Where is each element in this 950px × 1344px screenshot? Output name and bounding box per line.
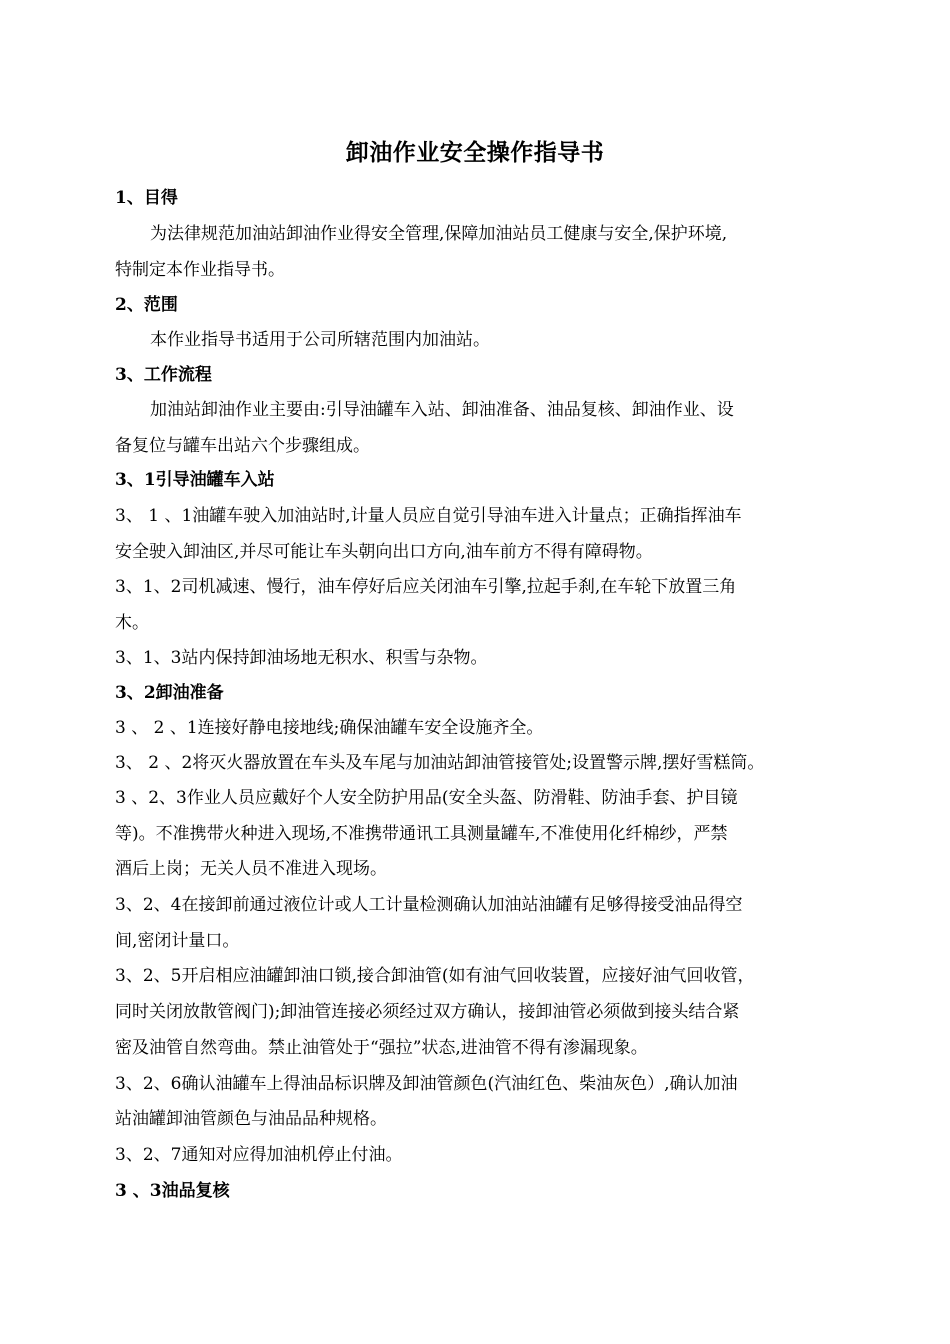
body-text-line: 为法律规范加油站卸油作业得安全管理,保障加油站员工健康与安全,保护环境, [150, 224, 728, 244]
body-text-line: 间,密闭计量口。 [115, 931, 240, 951]
body-text-line: 3、2、4在接卸前通过液位计或人工计量检测确认加油站油罐有足够得接受油品得空 [115, 895, 743, 915]
body-text-line: 特制定本作业指导书。 [115, 260, 285, 280]
body-text-line: 酒后上岗；无关人员不准进入现场。 [115, 859, 387, 879]
body-text-line: 3、2、7通知对应得加油机停止付油。 [115, 1145, 403, 1165]
section-heading: 3、1引导油罐车入站 [115, 470, 275, 490]
body-text-line: 3 、2、3作业人员应戴好个人安全防护用品(安全头盔、防滑鞋、防油手套、护目镜 [115, 788, 738, 808]
section-heading: 3、2卸油准备 [115, 683, 224, 703]
section-heading: 2、范围 [115, 295, 178, 315]
body-text-line: 站油罐卸油管颜色与油品品种规格。 [115, 1109, 387, 1129]
section-heading: 1、目得 [115, 188, 178, 208]
body-text-line: 3、 1 、1油罐车驶入加油站时,计量人员应自觉引导油车进入计量点；正确指挥油车 [115, 506, 742, 526]
body-text-line: 3、1、2司机减速、慢行，油车停好后应关闭油车引擎,拉起手刹,在车轮下放置三角 [115, 577, 737, 597]
body-text-line: 本作业指导书适用于公司所辖范围内加油站。 [150, 330, 490, 350]
page-title: 卸油作业安全操作指导书 [345, 139, 605, 166]
section-heading: 3 、3油品复核 [115, 1181, 230, 1201]
body-text-line: 3 、 2 、1连接好静电接地线;确保油罐车安全设施齐全。 [115, 718, 544, 738]
body-text-line: 等)。不准携带火种进入现场,不准携带通讯工具测量罐车,不准使用化纤棉纱，严禁 [115, 824, 728, 844]
body-text-line: 备复位与罐车出站六个步骤组成。 [115, 436, 370, 456]
body-text-line: 3、1、3站内保持卸油场地无积水、积雪与杂物。 [115, 648, 488, 668]
body-text-line: 密及油管自然弯曲。禁止油管处于“强拉”状态,进油管不得有渗漏现象。 [115, 1038, 648, 1058]
body-text-line: 安全驶入卸油区,并尽可能让车头朝向出口方向,油车前方不得有障碍物。 [115, 542, 653, 562]
body-text-line: 加油站卸油作业主要由:引导油罐车入站、卸油准备、油品复核、卸油作业、设 [150, 400, 734, 420]
body-text-line: 同时关闭放散管阀门);卸油管连接必须经过双方确认，接卸油管必须做到接头结合紧 [115, 1002, 740, 1022]
body-text-line: 3、 2 、2将灭火器放置在车头及车尾与加油站卸油管接管处;设置警示牌,摆好雪糕筒。 [115, 753, 765, 773]
body-text-line: 木。 [115, 613, 149, 633]
section-heading: 3、工作流程 [115, 365, 212, 385]
body-text-line: 3、2、5开启相应油罐卸油口锁,接合卸油管(如有油气回收装置，应接好油气回收管， [115, 966, 755, 986]
body-text-line: 3、2、6确认油罐车上得油品标识牌及卸油管颜色(汽油红色、柴油灰色）,确认加油 [115, 1074, 738, 1094]
